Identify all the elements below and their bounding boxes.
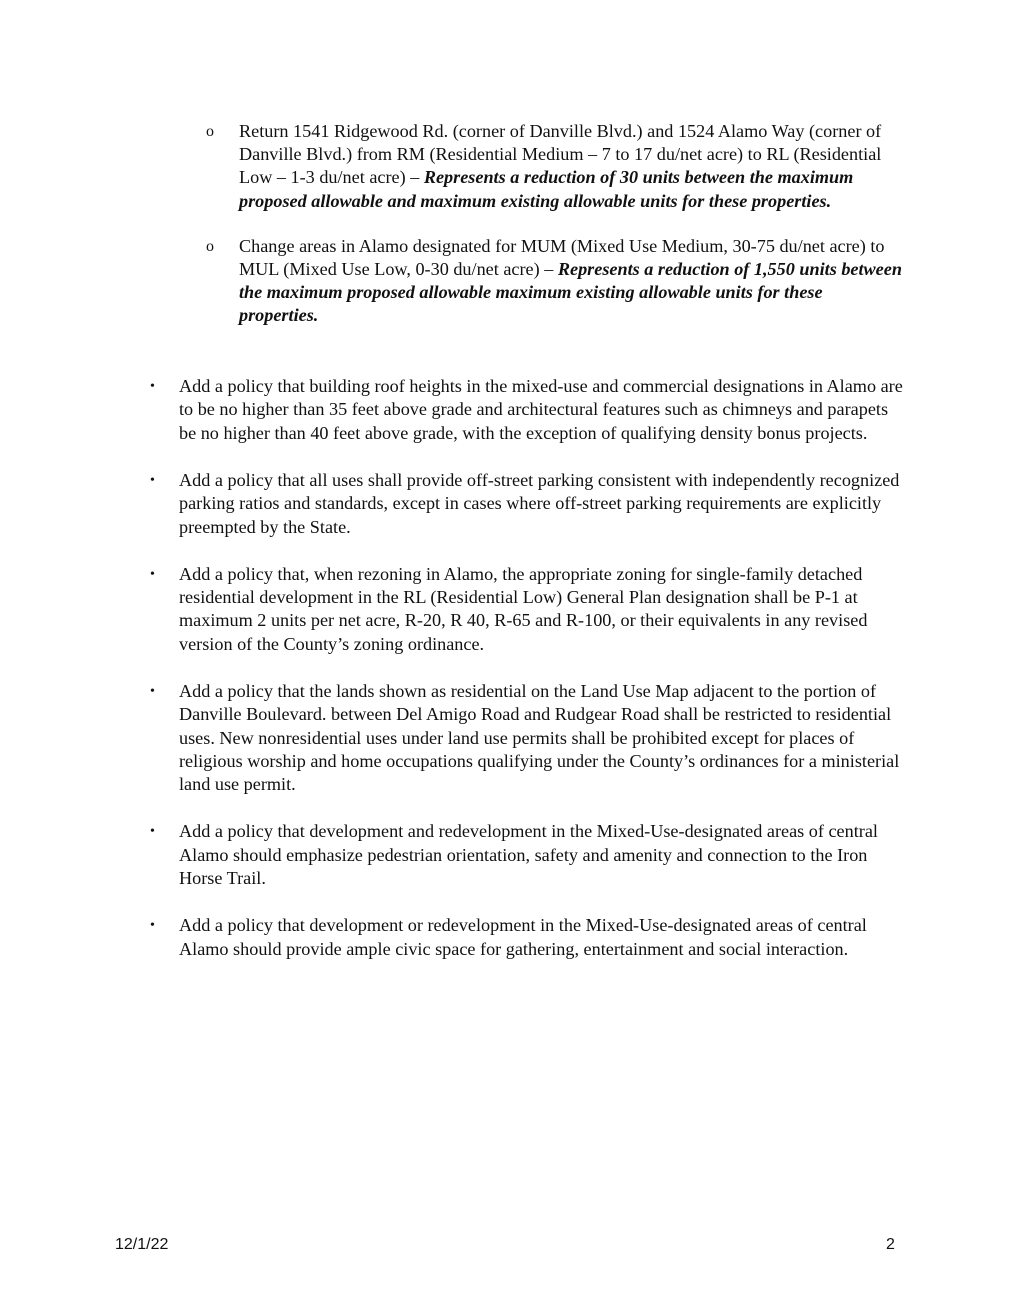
- sub-bullet-list: [206, 120, 906, 350]
- policy-list-item: [146, 375, 906, 445]
- sub-list-item: [206, 235, 906, 328]
- policy-list-item: [146, 914, 906, 961]
- sub-item-emphasis: Represents a reduction of 30 units between the maximum proposed allowable and maximum existing allowable units for these properties.: [239, 167, 854, 211]
- bullet-icon: •: [150, 472, 155, 488]
- sub-list-item: [206, 120, 906, 213]
- policy-text: Add a policy that building roof heights in the mixed-use and commercial designations in Alamo are to be no higher than 35 feet above grade and architectural features such as chimneys and parapets be no higher than 40 feet above grade, with the exception of qualifying density bonus projects.: [179, 376, 903, 443]
- bullet-icon: •: [150, 683, 155, 699]
- hollow-bullet-icon: o: [206, 237, 214, 255]
- policy-list-item: [146, 680, 906, 797]
- policy-list-item: [146, 469, 906, 539]
- policy-text: Add a policy that development or redevelopment in the Mixed-Use-designated areas of central Alamo should provide ample civic space for gathering, entertainment and social interaction.: [179, 915, 867, 959]
- page-number: 2: [886, 1236, 895, 1253]
- hollow-bullet-icon: o: [206, 123, 214, 140]
- policy-list-item: [146, 563, 906, 657]
- bullet-icon: •: [150, 824, 155, 840]
- footer-date: 12/1/22: [115, 1236, 169, 1253]
- sub-item-emphasis: Represents a reduction of 1,550 units between the maximum proposed allowable maximum existing allowable units for these properties.: [239, 259, 902, 326]
- policy-text: Add a policy that all uses shall provide off-street parking consistent with independently recognized parking ratios and standards, except in cases where off-street parking requirements are explicitly preempted by the State.: [179, 469, 900, 537]
- policy-text: Add a policy that the lands shown as residential on the Land Use Map adjacent to the portion of Danville Boulevard. between Del Amigo Road and Rudgear Road shall be restricted to residential uses. New nonresidential uses under land use permits shall be prohibited except for places of religious worship and home occupations qualifying under the County’s ordinances for a ministerial land use permit.: [179, 680, 900, 795]
- bullet-icon: •: [150, 566, 155, 582]
- bullet-icon: •: [150, 918, 155, 934]
- sub-item-text: Change areas in Alamo designated for MUM (Mixed Use Medium, 30-75 du/net acre) to MUL (Mixed Use Low, 0-30 du/net acre) –: [239, 235, 885, 280]
- sub-item-text: Return 1541 Ridgewood Rd. (corner of Danville Blvd.) and 1524 Alamo Way (corner of Danville Blvd.) from RM (Residential Medium – 7 to 17 du/net acre) to RL (Residential Low – 1-3 du/net acre) –: [239, 121, 882, 188]
- policy-bullet-list: [146, 375, 906, 985]
- policy-list-item: [146, 820, 906, 890]
- policy-text: Add a policy that development and redevelopment in the Mixed-Use-designated areas of central Alamo should emphasize pedestrian orientation, safety and amenity and connection to the Iron Horse Trail.: [179, 821, 878, 889]
- policy-text: Add a policy that, when rezoning in Alamo, the appropriate zoning for single-family detached residential development in the RL (Residential Low) General Plan designation shall be P-1 at maximum 2 units per net acre, R-20, R 40, R-65 and R-100, or their equivalents in any revised version of the County’s zoning ordinance.: [179, 563, 868, 654]
- bullet-icon: •: [150, 379, 155, 394]
